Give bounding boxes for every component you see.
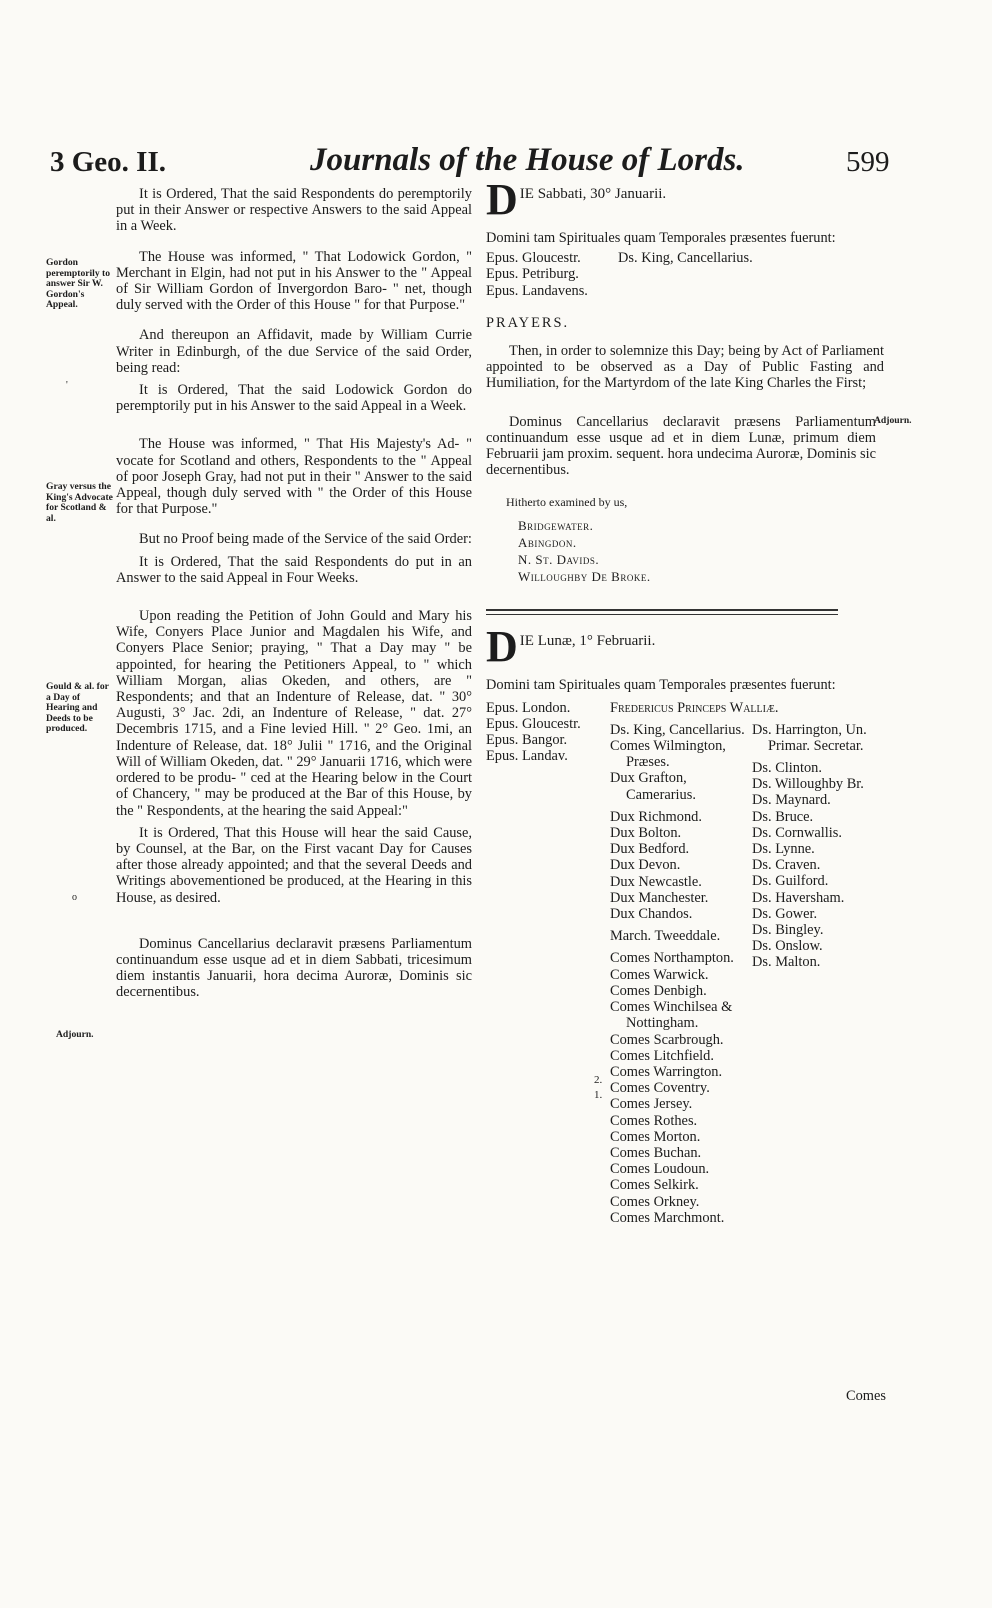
lord: Comes Coventry. [610, 1080, 710, 1097]
margin-note-gray: Gray versus the King's Advocate for Scotland & al. [46, 481, 113, 524]
lord: Dux Chandos. [610, 906, 693, 923]
lord: Comes Warrington. [610, 1063, 723, 1080]
sitting-heading [486, 622, 884, 672]
lord: Ds. Gower. [752, 905, 818, 922]
lord: Dux Devon. [610, 857, 681, 874]
attendance-intro: Domini tam Spirituales quam Temporales præsentes fuerunt: [486, 677, 836, 694]
lord: Ds. Lynne. [752, 841, 815, 858]
lord: Comes Jersey. [610, 1096, 693, 1113]
prayers-heading: PRAYERS. [486, 314, 570, 331]
journal-title: Journals of the House of Lords. [310, 142, 745, 178]
paragraph: Dominus Cancellarius declaravit præsens Parliamentum continuandum esse usque ad et in diem Sabbati, tricesimum diem instantis Januarii, hora decima Auroræ, Dominis sic decernentibus. [116, 935, 472, 1001]
lord: Comes Wilmington, Præses. [610, 738, 726, 771]
paragraph: The House was informed, " That His Majesty's Ad- " vocate for Scotland and others, Respondents to the " Appeal of poor Joseph Gray, had not put in their " Answer to the said Appeal, though duly served with " the Order of this House for that Purpose." [116, 436, 472, 518]
lord: Comes Selkirk. [610, 1177, 699, 1194]
examined-label: Hitherto examined by us, [506, 495, 628, 510]
regnal-year: 3 Geo. II. [50, 146, 166, 178]
lord: Comes Northampton. [610, 950, 734, 967]
attendance-intro: Domini tam Spirituales quam Temporales præsentes fuerunt: [486, 230, 836, 246]
lord: Comes Winchilsea & Nottingham. [610, 999, 733, 1032]
sitting-date: IE Sabbati, 30° Januarii. [519, 186, 667, 202]
lord: Dux Grafton, Camerarius. [610, 770, 696, 803]
margin-note-gould: Gould & al. for a Day of Hearing and Deeds to be produced. [46, 681, 109, 734]
paragraph: It is Ordered, That the said Lodowick Gordon do peremptorily put in his Answer to the said Appeal in a Week. [116, 382, 472, 415]
lord: Ds. King, Cancellarius. [618, 250, 753, 267]
sitting-heading [486, 175, 884, 224]
lord: Comes Buchan. [610, 1144, 702, 1161]
lord: Dux Newcastle. [610, 873, 702, 890]
right-column [486, 175, 912, 1260]
prince: Fredericus Princeps Walliæ. [610, 699, 779, 716]
lord: Dux Richmond. [610, 808, 702, 825]
paragraph: Then, in order to solemnize this Day; being by Act of Parliament appointed to be observed as a Day of Public Fasting and Humiliation, for the Martyrdom of the late King Charles the First; [486, 343, 884, 392]
margin-note-adjourn: Adjourn. [874, 414, 912, 426]
paragraph: It is Ordered, That the said Respondents do peremptorily put in their Answer or respective Answers to the said Appeal in a Week. [116, 186, 472, 235]
lord: Comes Marchmont. [610, 1209, 725, 1226]
paragraph: It is Ordered, That this House will hear the said Cause, by Counsel, at the Bar, on the First vacant Day for Causes after those already appointed; and that the several Deeds and Writings abovementioned be produced, at the Hearing in this House, as desired. [116, 824, 472, 906]
order-number: 1. [594, 1088, 603, 1101]
signatures [506, 494, 884, 585]
lord: Ds. Bruce. [752, 808, 814, 825]
lord: Ds. Willoughby Br. [752, 776, 864, 793]
bishop: Epus. Petriburg. [486, 266, 579, 283]
margin-note-adjourn: Adjourn. [56, 1029, 94, 1040]
lord: Ds. Craven. [752, 857, 821, 874]
catchword: Comes [846, 1388, 886, 1404]
attendance-list [486, 250, 884, 299]
paragraph: And thereupon an Affidavit, made by William Currie Writer in Edinburgh, of the due Service of the said Order, being read: [116, 327, 472, 376]
lord: Comes Scarbrough. [610, 1031, 724, 1048]
sitting-date: IE Lunæ, 1° Februarii. [519, 633, 656, 650]
lord: Ds. Haversham. [752, 889, 845, 906]
paragraph: But no Proof being made of the Service of the said Order: [139, 531, 472, 548]
lord: Ds. Harrington, Un. Primar. Secretar. [752, 721, 867, 754]
margin-note-gordon: Gordon peremptorily to answer Sir W. Gordon's Appeal. [46, 257, 111, 310]
lord: Ds. King, Cancellarius. [610, 721, 745, 738]
paragraph: The House was informed, " That Lodowick Gordon, " Merchant in Elgin, had not put in his Answer to the " Appeal of Sir William Gordon of Invergordon Baro- " net, though duly served with the Order of this House " for that Purpose." [116, 248, 472, 314]
signature: Willoughby De Broke. [518, 569, 651, 585]
lord: March. Tweeddale. [610, 928, 721, 945]
lord: Dux Manchester. [610, 889, 709, 906]
drop-cap: D [486, 622, 518, 672]
paragraph: Dominus Cancellarius declaravit præsens Parliamentum continuandum esse usque ad et in diem Lunæ, primum diem Februarii jam proxim. sequent. hora undecima Auroræ, Dominis sic decernentibus. [486, 413, 876, 479]
lord: Dux Bedford. [610, 841, 690, 858]
signature: Bridgewater. [518, 518, 594, 534]
bishop: Epus. Gloucestr. [486, 250, 581, 267]
lord: Ds. Maynard. [752, 792, 831, 809]
order-number: 2. [594, 1073, 603, 1086]
signature: Abingdon. [518, 535, 577, 551]
bishop: Epus. Landav. [486, 748, 568, 765]
attendance-list [486, 700, 884, 1260]
signature: N. St. Davids. [518, 552, 600, 568]
lord: Ds. Malton. [752, 954, 821, 971]
lord: Ds. Clinton. [752, 760, 822, 777]
bishop: Epus. Landavens. [486, 282, 588, 299]
bishop: Epus. Bangor. [486, 732, 568, 749]
lord: Comes Loudoun. [610, 1161, 710, 1178]
page-number: 599 [846, 146, 890, 178]
lord: Dux Bolton. [610, 825, 682, 842]
lord: Comes Warwick. [610, 966, 709, 983]
lord: Comes Orkney. [610, 1193, 700, 1210]
lord: Ds. Cornwallis. [752, 824, 842, 841]
lord: Comes Rothes. [610, 1112, 698, 1129]
lord: Comes Denbigh. [610, 982, 707, 999]
paragraph: Upon reading the Petition of John Gould and Mary his Wife, Conyers Place Junior and Magdalen his Wife, and Conyers Place Senior; praying, " That a Day may " be appointed, for hearing the Petitioners Appeal, to " which William Morgan, alias Okeden, and others, are " Respondents; and that an Indenture of Release, dat. " 30° Augusti, 3° Jac. 2di, an Indenture of Release, " dat. 27° Decembris 1715, and a Fine levied Hill. " 2° Geo. 1mi, an Indenture of Release, dat. 18° Julii " 1716, and the Original Will of William Okeden, dat. " 29° Januarii 1716, which were ordered to be produ- " ced at the Hearing below in the Court of Chancery, " may be produced at the Bar of this House, by the " Respondents, at the hearing the said Appeal:" [116, 608, 472, 819]
section-rule [486, 609, 838, 615]
drop-cap: D [486, 175, 518, 224]
bishop: Epus. London. [486, 699, 571, 716]
left-column [116, 186, 472, 1001]
lord: Comes Litchfield. [610, 1047, 714, 1064]
lord: Ds. Onslow. [752, 938, 823, 955]
paragraph: It is Ordered, That the said Respondents do put in an Answer to the said Appeal in Four Weeks. [116, 553, 472, 586]
lord: Ds. Bingley. [752, 922, 824, 939]
bishop: Epus. Gloucestr. [486, 715, 581, 732]
lord: Comes Morton. [610, 1128, 701, 1145]
lord: Ds. Guilford. [752, 873, 829, 890]
